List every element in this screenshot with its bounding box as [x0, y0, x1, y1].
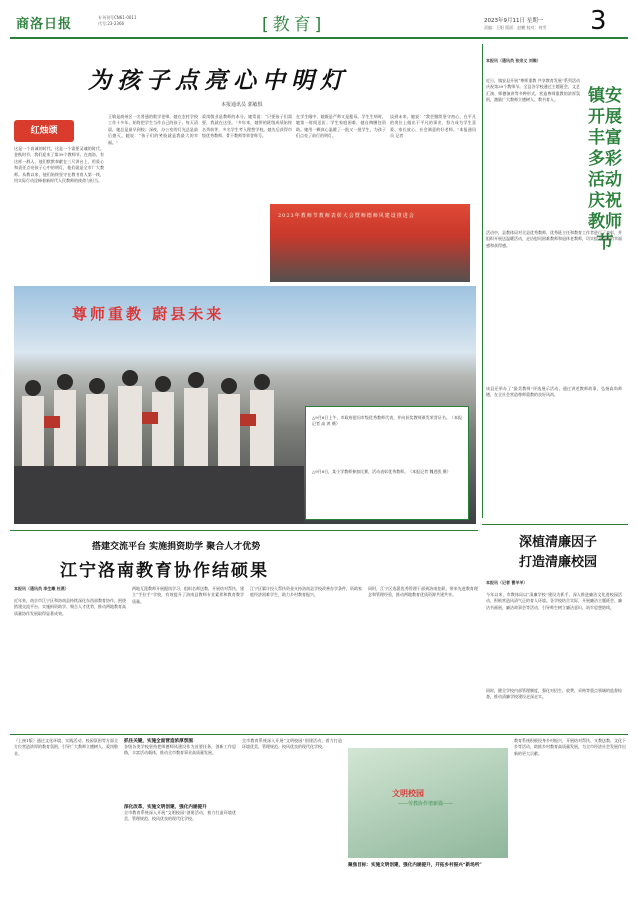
header-rule	[10, 37, 628, 39]
section-title: [教育]	[262, 15, 326, 35]
newspaper-logo: 商洛日报	[16, 17, 73, 32]
cooperation-text-2: 两地互派教师开展跟岗学习，组织名师送教，开展结对帮扶，建立“手拉手”学校，有效提升了洛南县教师专业素养和教育教学质量。	[132, 586, 244, 604]
bottom-subhead-2: 深化改革，实施文明创建，强化内涵提升	[124, 805, 207, 810]
right-rule	[482, 524, 628, 525]
feature-seal: 红烛颂	[14, 120, 74, 142]
editor-line: 责编：王阳 版面：赵鹏 校对：何雪	[484, 25, 547, 30]
bottom-subhead-3: 聚焦目标：实施文明创建，强化内涵提升，开拓乡村振兴“新场所”	[348, 863, 482, 868]
lead-col-3: 爱岗敬业是教师的本分。她常说：“只要孩子们需要，我就在这里。”多年来，她带的班级成绩始终名列前茅，多名学生考入理想学校。她先后获得市级优秀教师、骨干教师等荣誉称号。	[202, 114, 292, 139]
cooperation-subhead: 搭建交流平台 实施捐资助学 聚合人才优势	[92, 542, 261, 552]
bottom-col-2	[124, 738, 236, 890]
bottom-col-4	[348, 862, 508, 868]
bottom-text-4: 教育系统积极投身乡村振兴，开展结对帮扶、支教送教、文化下乡等活动，助推乡村教育高质量发展，为全市经济社会发展作出新的更大贡献。	[514, 738, 626, 756]
right-text-2: 活动中，县教体局对全县优秀教师、优秀班主任和教育工作者进行了表彰，并组织开展送温暖活动，走访慰问困难教师和退休老教师，切实提升教师的幸福感和获得感。	[486, 230, 622, 248]
issue-date: 2023年9月11日 星期一	[484, 18, 544, 24]
bottom-text-2: 各级各类学校坚持把师德师风建设作为首要任务，创新工作思路，丰富活动载体，推动全市教育事业高质量发展。	[124, 744, 236, 756]
lead-col-2: 王敏是商州区一名普通的数学老师，她在农村学校工作十多年，始终把学生当作自己的孩子。每天清晨，她总是最早到校；深夜，办公室的灯光总是最后熄灭。她说：“孩子们的笑脸就是我最大的幸福。”	[108, 114, 198, 145]
bottom-text-1: （上接1版）通过文化环境、实践活动、校园氛围等方面全方位营造浓厚的教育氛围，引导广大教师立德树人、爱岗敬业。	[14, 738, 118, 756]
right-vertical-title: 镇安开展丰富多彩活动庆祝教师节	[588, 86, 622, 253]
photo-caption-1: △9月8日上午，市政府慰问市级优秀教师代表，并向获奖教师颁发荣誉证书。（本报记者 高 鸿 摄）	[312, 415, 462, 427]
lead-col-1: 这是一个真诚的时代，这是一个需要灵魂的时代。金秋时节，我们迎来了第39个教师节。在商洛，有这样一群人，他们默默奉献在三尺讲台上，用爱心和责任点亮孩子心中的明灯，他们就是全市广大教师。从教以来，他们始终坚守在教书育人第一线，用实际行动诠释着新时代人民教师的使命与担当。	[14, 146, 104, 184]
column-divider	[482, 44, 483, 518]
clean-campus-text-1: 今年以来，市教体局以“清廉学校”建设为抓手，深入推进廉洁文化进校园活动，积极营造风清气正的育人环境。各学校结合实际，开展廉洁主题班会、廉洁书画展、廉洁故事会等活动，引导师生树立廉洁意识，筑牢思想防线。	[486, 592, 622, 610]
right-byline: 本报讯（通讯员 张宗义 刘维）	[486, 58, 541, 63]
cooperation-text-1: 近年来，南京市江宁区和洛南县持续深化东西部教育协作，围绕搭建交流平台、实施捐资助学、聚合人才优势，推动两地教育高质量协作发展取得显著成效。	[14, 598, 126, 616]
cooperation-byline: 本报讯（通讯员 李生雕 杜燕）	[14, 586, 69, 591]
edition-info: 专刊刊号CN61-0011 代号:23-2366	[98, 15, 137, 26]
lead-headline: 为孩子点亮心中明灯	[88, 67, 349, 94]
cooperation-headline: 江宁洛南教育协作结硕果	[60, 561, 269, 581]
lead-byline: 本报通讯员 郭敏惧	[221, 102, 263, 108]
section-rule	[10, 530, 478, 531]
cooperation-text-4: 同时，江宁区选派优秀管理干部到洛南挂职，带来先进教育理念和管理经验，推动两地教育优质资源共建共享。	[368, 586, 478, 598]
page-number: 3	[590, 6, 607, 36]
clean-campus-headline: 深植清廉因子 打造清廉校园	[519, 535, 598, 570]
clean-campus-byline: 本报讯（记者 曹羊羊）	[486, 580, 528, 585]
bottom-text-3: 全市教育系统深入开展“文明校园”创建活动，着力打造环境优美、管理规范、校风优良的现代化学校。	[124, 810, 236, 822]
bottom-subhead-1: 抓住关键，实施全面营造浓厚氛围	[124, 739, 193, 744]
people-illustration	[14, 356, 304, 524]
lead-col-5: 谈到未来，她说：“我会继续坚守初心，在平凡的岗位上做出不平凡的事业，努力成为学生喜爱、家长放心、社会满意的好老师。”本报通讯员 记者	[390, 114, 476, 139]
right-text-3: 该县还举办了“最美教师”评选展示活动，通过讲述教师故事，弘扬高尚师德，在全社会营造尊师重教的良好风尚。	[486, 386, 622, 398]
cooperation-text-3: 江宁区累计投入帮扶资金支持洛南县学校改善办学条件，资助家庭经济困难学生，助力乡村教育振兴。	[250, 586, 362, 598]
lead-col-4: 在学生眼中，她既是严师又是慈母。学生生病时，她第一时间送医；学生家庭困难，她自掏腰包资助。她用一颗真心温暖了一批又一批学生，为孩子们点亮了前行的明灯。	[296, 114, 386, 139]
clean-campus-text-2: 同时，健全学校内部管理制度，强化对招生、收费、采购等重点领域的监督检查，推动清廉学校建设走深走实。	[486, 688, 622, 700]
photo-caption-box	[305, 406, 469, 520]
award-ceremony-photo: 尊师重教 蔚县未来	[14, 286, 476, 524]
photo-caption-2: △9月8日，某小学教师参加比赛，活动表彰优秀教师。（本报记者 魏进凯 摄）	[312, 469, 451, 474]
bottom-text-col-3: 全市教育系统深入开展“文明校园”创建活动，着力打造环境优美、管理规范、校风优良的现代化学校。	[242, 738, 342, 750]
civilization-campus-graphic: 文明校园 ——劳教协作谱新篇——	[348, 748, 508, 858]
conference-photo: 2023年教师节教师表彰大会暨师德师风建设推进会	[270, 204, 470, 282]
bottom-rule	[10, 734, 628, 735]
right-text-1: 近日，镇安县开展“尊师重教 共享教育发展”系列活动庆祝第39个教师节。全县各学校通过主题班会、文艺汇演、师德演讲等多种形式，营造尊师重教的浓厚氛围，激励广大教师立德树人、教书育人。	[486, 78, 580, 103]
